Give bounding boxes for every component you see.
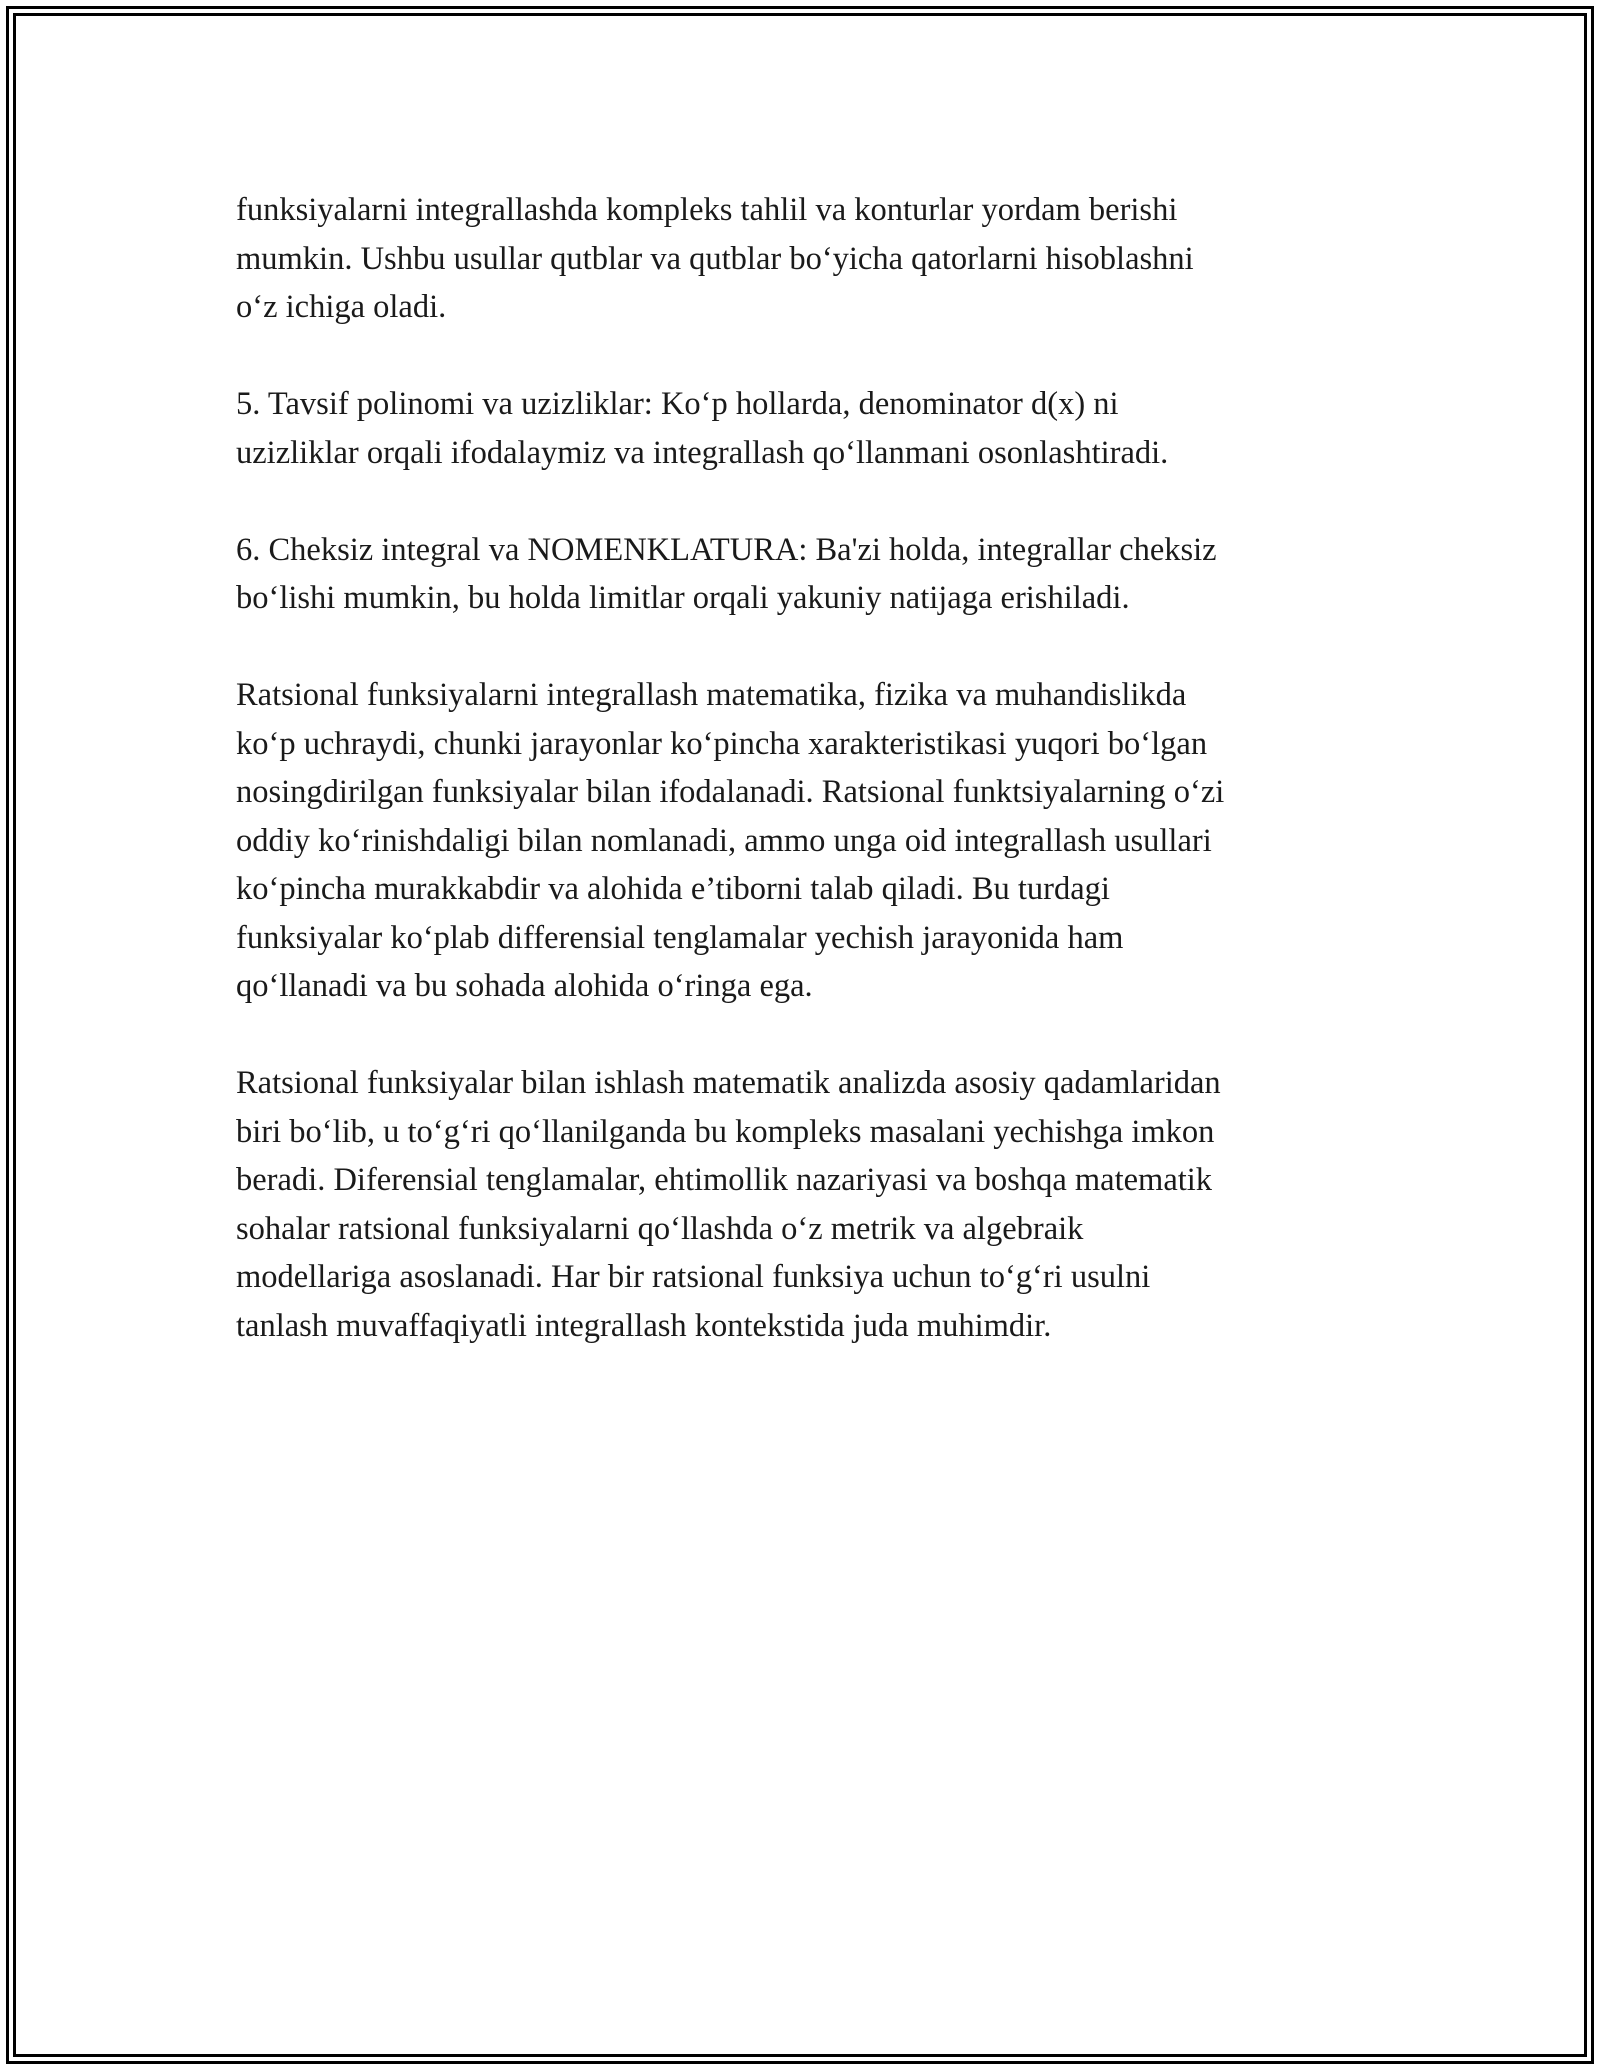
text-line: ko‘p uchraydi, chunki jarayonlar ko‘pincha xarakteristikasi yuqori bo‘lgan bbox=[236, 725, 1208, 762]
text-line: tanlash muvaffaqiyatli integrallash kontekstida juda muhimdir. bbox=[236, 1307, 1052, 1344]
text-line: ko‘pincha murakkabdir va alohida e’tiborni talab qiladi. Bu turdagi bbox=[236, 871, 1110, 907]
text-line: funksiyalar ko‘plab differensial tenglamalar yechish jarayonida ham bbox=[236, 919, 1124, 956]
paragraph-item-5 bbox=[236, 380, 1376, 477]
paragraph-applications bbox=[236, 671, 1376, 1011]
text-line: beradi. Diferensial tenglamalar, ehtimollik nazariyasi va boshqa matematik bbox=[236, 1162, 1213, 1198]
text-line: Ratsional funksiyalarni integrallash matematika, fizika va muhandislikda bbox=[236, 677, 1187, 713]
text-line: mumkin. Ushbu usullar qutblar va qutblar bo‘yicha qatorlarni hisoblashni bbox=[236, 240, 1194, 277]
text-line: 6. Cheksiz integral va NOMENKLATURA: Ba'zi holda, integrallar cheksiz bbox=[236, 531, 1217, 568]
text-line: qo‘llanadi va bu sohada alohida o‘ringa ega. bbox=[236, 968, 813, 1004]
text-line: nosingdirilgan funksiyalar bilan ifodalanadi. Ratsional funktsiyalarning o‘zi bbox=[236, 774, 1225, 810]
text-line: biri bo‘lib, u to‘g‘ri qo‘llanilganda bu kompleks masalani yechishga imkon bbox=[236, 1113, 1215, 1150]
text-line: oddiy ko‘rinishdaligi bilan nomlanadi, ammo unga oid integrallash usullari bbox=[236, 822, 1212, 859]
document-body bbox=[236, 186, 1376, 1399]
text-line: uzizliklar orqali ifodalaymiz va integrallash qo‘llanmani osonlashtiradi. bbox=[236, 434, 1169, 471]
paragraph-conclusion bbox=[236, 1059, 1376, 1350]
text-line: modellariga asoslanadi. Har bir ratsional funksiya uchun to‘g‘ri usulni bbox=[236, 1259, 1151, 1295]
text-line: 5. Tavsif polinomi va uzizliklar: Ko‘p hollarda, denominator d(x) ni bbox=[236, 386, 1119, 422]
paragraph-item-6 bbox=[236, 526, 1376, 623]
text-line: sohalar ratsional funksiyalarni qo‘llashda o‘z metrik va algebraik bbox=[236, 1210, 1084, 1247]
text-line: bo‘lishi mumkin, bu holda limitlar orqali yakuniy natijaga erishiladi. bbox=[236, 580, 1130, 616]
text-line: funksiyalarni integrallashda kompleks tahlil va konturlar yordam berishi bbox=[236, 192, 1178, 228]
text-line: Ratsional funksiyalar bilan ishlash matematik analizda asosiy qadamlaridan bbox=[236, 1065, 1221, 1101]
text-line: o‘z ichiga oladi. bbox=[236, 289, 447, 325]
paragraph-complex-analysis bbox=[236, 186, 1376, 332]
